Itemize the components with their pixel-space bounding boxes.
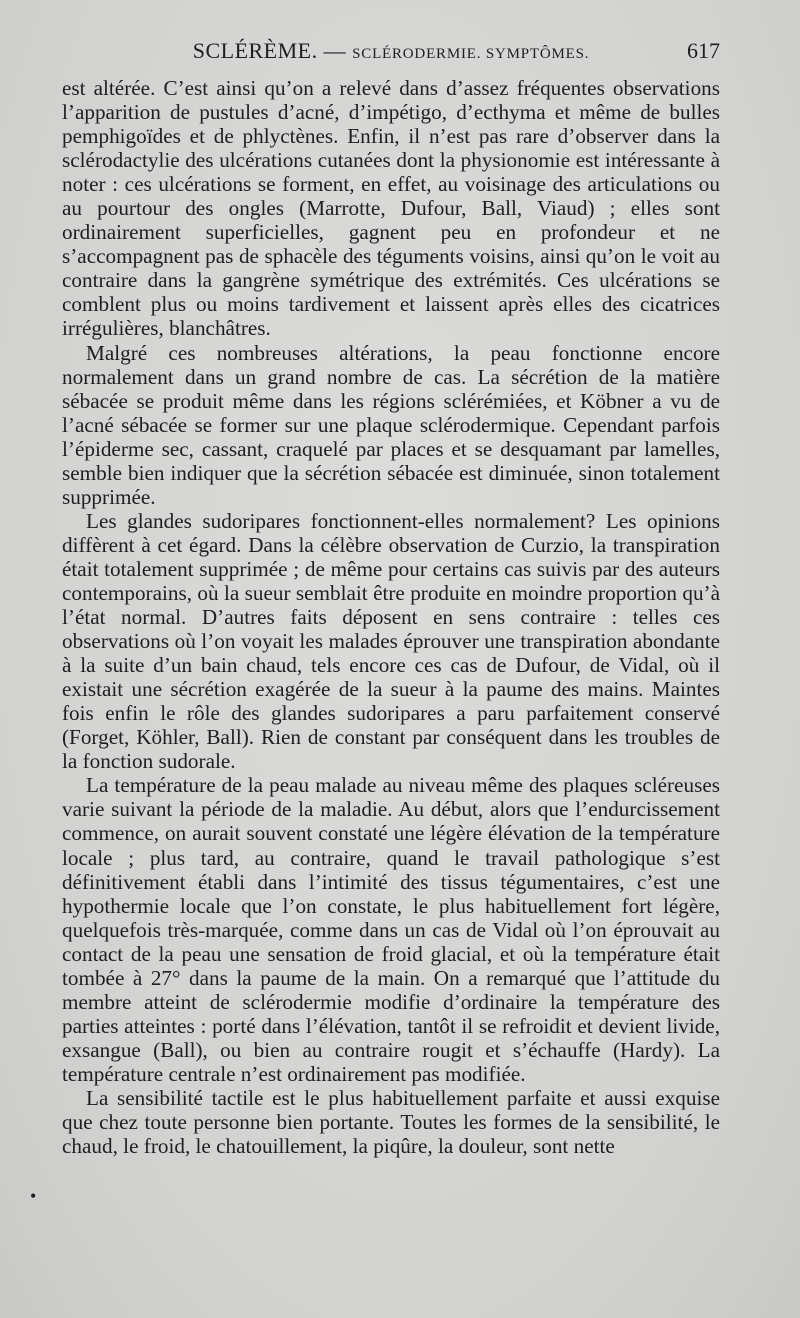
running-title [62,38,720,64]
running-header [62,38,720,70]
running-title-subtitle: SCLÉRODERMIE. SYMPTÔMES. [352,46,590,62]
page-number: 617 [687,38,720,63]
paragraph-sweat-glands: Les glandes sudoripares fonctionnent-elles normalement? Les opinions diffèrent à cet égard. Dans la célèbre observation de Curzio, la transpiration était totalement supprimée ; de même pour certains cas suivis par des auteurs contemporains, où la sueur semblait être produite en moindre proportion qu’à l’état normal. D’autres faits déposent en sens contraire : telles ces observations où l’on voyait les malades éprouver une transpiration abondante à la suite d’un bain chaud, tels encore ces cas de Dufour, de Vidal, où il existait une sécrétion exagérée de la sueur à la paume des mains. Maintes fois enfin le rôle des glandes sudoripares a paru parfaitement conservé (Forget, Köhler, Ball). Rien de constant par conséquent dans les troubles de la fonction sudorale. [62,508,720,774]
paragraph-temperature: La température de la peau malade au niveau même des plaques scléreuses varie suivant la période de la maladie. Au début, alors que l’endurcissement commence, on aurait souvent constaté une légère élévation de la température locale ; plus tard, au contraire, quand le travail pathologique s’est définitivement établi dans l’intimité des tissus tégumentaires, c’est une hypothermie locale que l’on constate, le plus habituellement fort légère, quelquefois très-marquée, comme dans un cas de Vidal où l’on éprouvait au contact de la peau une sensation de froid glacial, et où la température était tombée à 27° dans la paume de la main. On a remarqué que l’attitude du membre atteint de sclérodermie modifie d’ordinaire la température des parties atteintes : porté dans l’élévation, tantôt il se refroidit et devient livide, exsangue (Ball), ou bien au contraire rougit et s’échauffe (Hardy). La température centrale n’est ordinairement pas modifiée. [62,773,720,1086]
paragraph-skin-lesions: est altérée. C’est ainsi qu’on a relevé dans d’assez fréquentes observations l’apparition de pustules d’acné, d’impétigo, d’ecthyma et même de bulles pemphigoïdes et de phlyctènes. Enfin, il n’est pas rare d’observer dans la sclérodactylie des ulcérations cutanées dont la physionomie est intéressante à noter : ces ulcérations se forment, en effet, au voisinage des articulations ou au pourtour des ongles (Marrotte, Dufour, Ball, Viaud) ; elles sont ordinairement superficielles, gagnent peu en profondeur et ne s’accompagnent pas de sphacèle des téguments voisins, ainsi qu’on le voit au contraire dans la gangrène symétrique des extrémités. Ces ulcérations se comblent plus ou moins tardivement et laissent après elles des cicatrices irrégulières, blanchâtres. [62,76,720,341]
paragraph-sensibility: La sensibilité tactile est le plus habituellement parfaite et aussi exquise que chez toute personne bien portante. Toutes les formes de la sensibilité, le chaud, le froid, le chatouillement, la piqûre, la douleur, sont nette [62,1085,720,1159]
body-text [62,76,720,1158]
paragraph-sebaceous-secretion: Malgré ces nombreuses altérations, la peau fonctionne encore normalement dans un grand nombre de cas. La sécrétion de la matière sébacée se produit même dans les régions sclérémiées, et Köbner a vu de l’acné sébacée se former sur une plaque sclérodermique. Cependant parfois l’épiderme sec, cassant, craquelé par places et se desquamant par lamelles, semble bien indiquer que la sécrétion sébacée est diminuée, sinon totalement supprimée. [62,340,720,509]
margin-mark: • [30,1186,37,1206]
running-title-main: SCLÉRÈME. — [192,38,353,63]
